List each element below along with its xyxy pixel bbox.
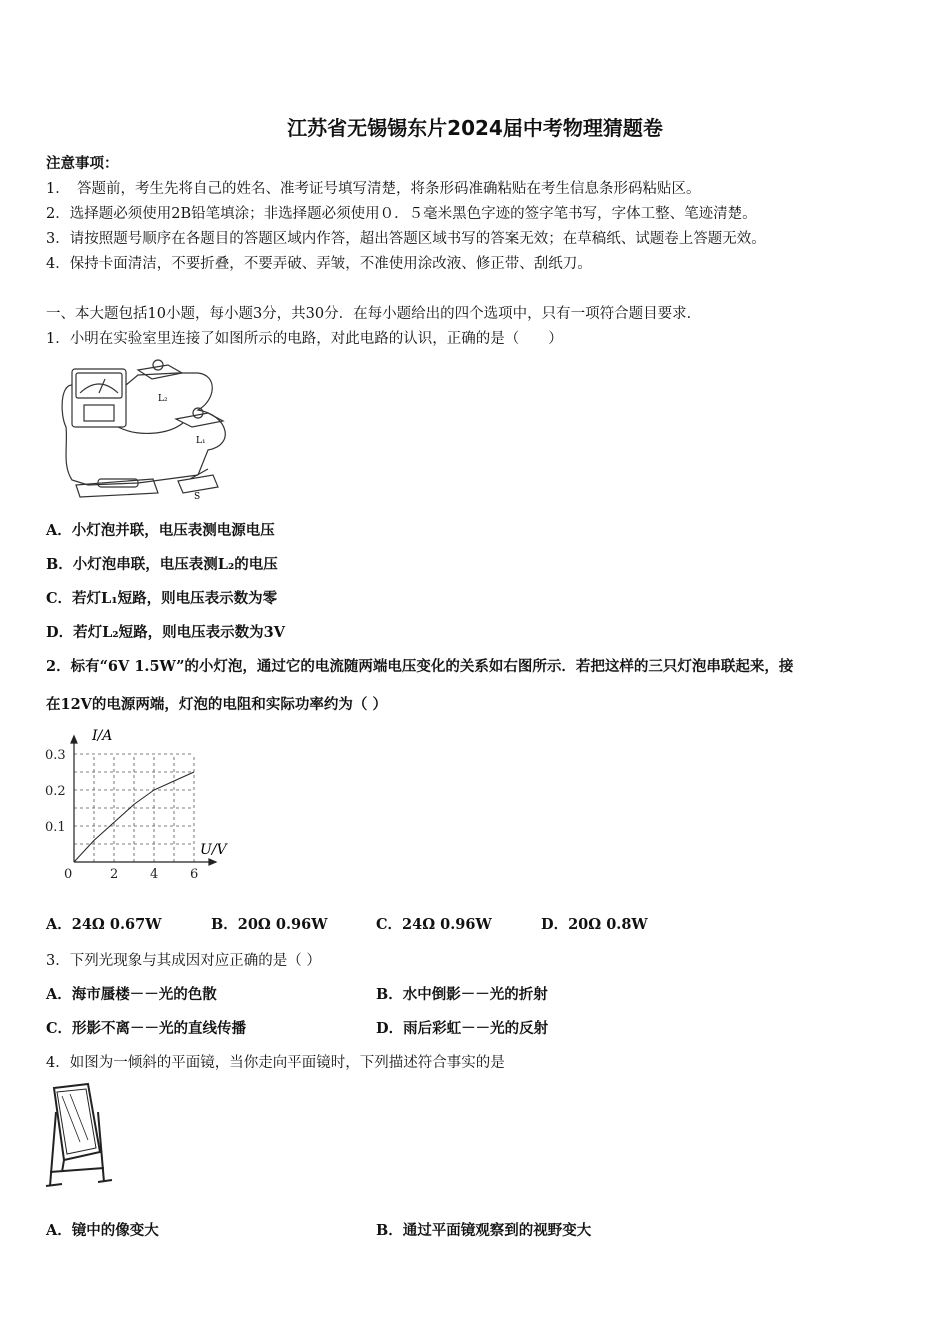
lamp-label-l2: L₂ — [158, 394, 168, 404]
question-2-stem-line1: 2．标有“6V 1.5W”的小灯泡，通过它的电流随两端电压变化的关系如右图所示．若把这样的三只灯泡串联起来，接 — [46, 658, 794, 675]
circuit-figure — [58, 355, 240, 500]
y-tick-label: 0.3 — [45, 748, 66, 763]
switch-label: S — [194, 492, 201, 500]
question-4-stem: 4．如图为一倾斜的平面镜，当你走向平面镜时，下列描述符合事实的是 — [46, 1055, 505, 1071]
q1-option-d: D．若灯L₂短路，则电压表示数为3V — [46, 624, 285, 641]
question-2-stem-line2: 在12V的电源两端，灯泡的电阻和实际功率约为（ ） — [46, 696, 387, 713]
question-3-stem: 3．下列光现象与其成因对应正确的是（ ） — [46, 953, 321, 969]
q2-options — [46, 913, 648, 934]
q2-option-d: D．20Ω 0.8W — [541, 916, 648, 933]
q1-option-a: A．小灯泡并联，电压表测电源电压 — [46, 522, 275, 539]
x-tick-label: 2 — [110, 867, 119, 882]
q4-option-b: B．通过平面镜观察到的视野变大 — [376, 1222, 592, 1239]
x-axis-arrow — [209, 859, 216, 865]
q4-option-a: A．镜中的像变大 — [46, 1222, 159, 1239]
q2-option-b: B．20Ω 0.96W — [211, 916, 328, 933]
x-axis-label: U/V — [200, 842, 227, 858]
q1-option-b: B．小灯泡串联，电压表测L₂的电压 — [46, 556, 278, 573]
iu-chart — [40, 722, 240, 882]
question-1-stem: 1．小明在实验室里连接了如图所示的电路，对此电路的认识，正确的是（ ） — [46, 331, 563, 347]
x-tick-label: 0 — [64, 867, 73, 882]
lamp-label-l1: L₁ — [196, 436, 206, 446]
x-tick-label: 6 — [190, 867, 199, 882]
y-axis-arrow — [71, 736, 77, 743]
notice-heading: 注意事项： — [46, 155, 119, 172]
notice-item: 2．选择题必须使用2B铅笔填涂；非选择题必须使用０．５毫米黑色字迹的签字笔书写，字体工整、笔迹清楚。 — [46, 206, 757, 222]
page-title: 江苏省无锡锡东片2024届中考物理猜题卷 — [287, 116, 663, 140]
q3-option-c: C．形影不离－－光的直线传播 — [46, 1020, 247, 1037]
q2-option-c: C．24Ω 0.96W — [376, 916, 492, 933]
q3-option-b: B．水中倒影－－光的折射 — [376, 986, 548, 1003]
q1-option-c: C．若灯L₁短路，则电压表示数为零 — [46, 590, 278, 607]
mirror-figure — [42, 1082, 118, 1194]
q2-option-a: A．24Ω 0.67W — [46, 916, 162, 933]
q3-option-a: A．海市蜃楼－－光的色散 — [46, 986, 217, 1003]
section-heading: 一、本大题包括10小题，每小题3分，共30分．在每小题给出的四个选项中，只有一项符合题目要求． — [46, 306, 702, 322]
y-tick-label: 0.2 — [45, 784, 66, 799]
notice-item: 1． 答题前，考生先将自己的姓名、准考证号填写清楚，将条形码准确粘贴在考生信息条形码粘贴区。 — [46, 181, 701, 197]
q3-option-d: D．雨后彩虹－－光的反射 — [376, 1020, 549, 1037]
y-axis-label: I/A — [92, 728, 113, 744]
y-tick-label: 0.1 — [45, 820, 66, 835]
x-tick-label: 4 — [150, 867, 159, 882]
notice-item: 4．保持卡面清洁，不要折叠，不要弄破、弄皱，不准使用涂改液、修正带、刮纸刀。 — [46, 256, 592, 272]
notice-item: 3．请按照题号顺序在各题目的答题区域内作答，超出答题区域书写的答案无效；在草稿纸、试题卷上答题无效。 — [46, 231, 766, 247]
